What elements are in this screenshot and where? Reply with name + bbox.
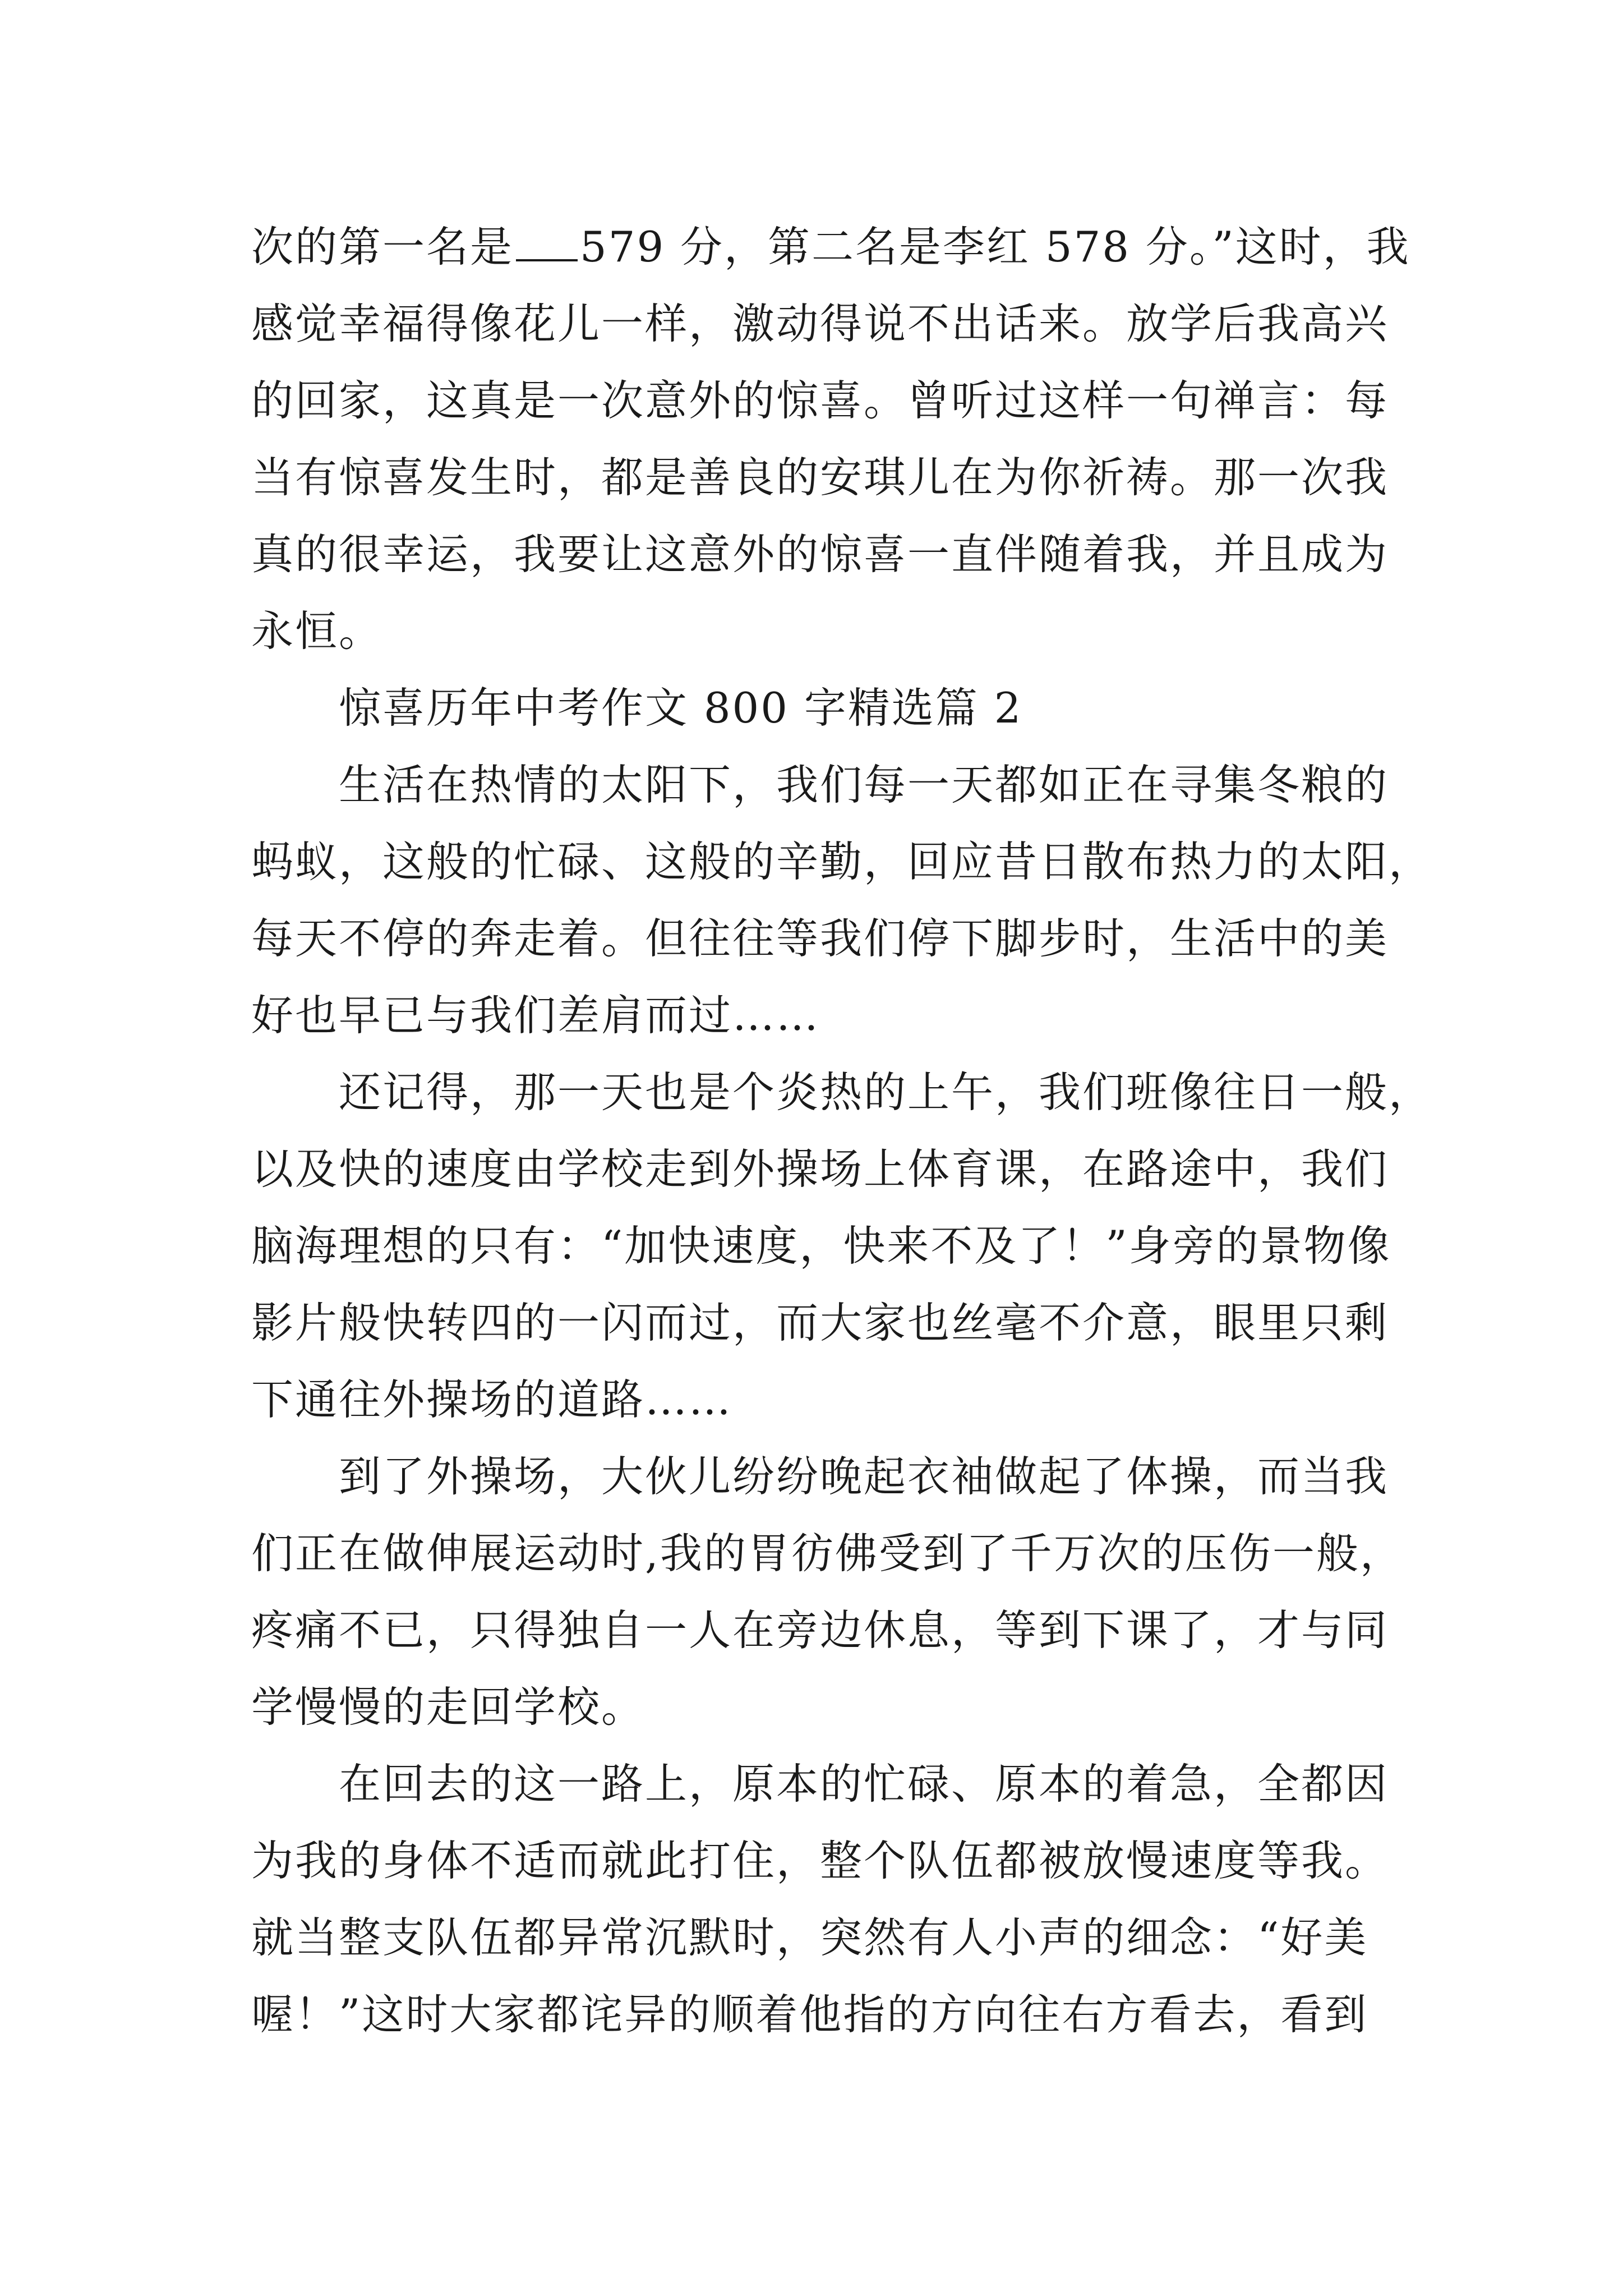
section-heading: 惊喜历年中考作文 800 字精选篇 2 [339, 683, 1023, 733]
paragraph-4-line-3: 疼痛不已，只得独自一人在旁边休息，等到下课了，才与同 [251, 1605, 1389, 1655]
paragraph-2-line-1: 生活在热情的太阳下，我们每一天都如正在寻集冬粮的 [339, 760, 1389, 809]
paragraph-2-line-3: 每天不停的奔走着。但往往等我们停下脚步时，生活中的美 [251, 914, 1389, 963]
paragraph-3-line-4: 影片般快转四的一闪而过，而大家也丝毫不介意，眼里只剩 [251, 1298, 1389, 1347]
paragraph-3-line-1: 还记得，那一天也是个炎热的上午，我们班像往日一般， [339, 1068, 1433, 1117]
paragraph-5-line-1: 在回去的这一路上，原本的忙碌、原本的着急，全都因 [339, 1759, 1389, 1809]
paragraph-5-line-4: 喔！”这时大家都诧异的顺着他指的方向往右方看去，看到 [251, 1990, 1368, 2039]
paragraph-5-line-3: 就当整支队伍都异常沉默时，突然有人小声的细念：“好美 [251, 1913, 1368, 1962]
paragraph-1-line-6: 永恒。 [251, 606, 383, 656]
paragraph-1-line-3: 的回家，这真是一次意外的惊喜。曾听过这样一句禅言：每 [251, 376, 1389, 425]
paragraph-4-line-1: 到了外操场，大伙儿纷纷晚起衣袖做起了体操，而当我 [339, 1452, 1389, 1501]
paragraph-1-line-5: 真的很幸运，我要让这意外的惊喜一直伴随着我，并且成为 [251, 530, 1389, 579]
paragraph-4-line-4: 学慢慢的走回学校。 [251, 1682, 645, 1732]
paragraph-1-line-1: 次的第一名是 579 分，第二名是李红 578 分。”这时，我 [251, 222, 1410, 272]
answer-blank [516, 226, 578, 261]
paragraph-2-line-2: 蚂蚁，这般的忙碌、这般的辛勤，回应昔日散布热力的太阳， [251, 837, 1433, 886]
paragraph-4-line-2: 们正在做伸展运动时,我的胃彷佛受到了千万次的压伤一般， [251, 1529, 1404, 1578]
paragraph-2-line-4: 好也早已与我们差肩而过…… [251, 991, 820, 1040]
paragraph-3-line-5: 下通往外操场的道路…… [251, 1375, 733, 1424]
paragraph-1-line-4: 当有惊喜发生时，都是善良的安琪儿在为你祈祷。那一次我 [251, 453, 1389, 502]
paragraph-5-line-2: 为我的身体不适而就此打住，整个队伍都被放慢速度等我。 [251, 1836, 1389, 1885]
paragraph-3-line-3: 脑海理想的只有：“加快速度，快来不及了！”身旁的景物像 [251, 1221, 1391, 1271]
paragraph-1-line-2: 感觉幸福得像花儿一样，激动得说不出话来。放学后我高兴 [251, 299, 1389, 348]
paragraph-3-line-2: 以及快的速度由学校走到外操场上体育课，在路途中，我们 [251, 1144, 1389, 1194]
essay-text [251, 209, 1433, 2053]
